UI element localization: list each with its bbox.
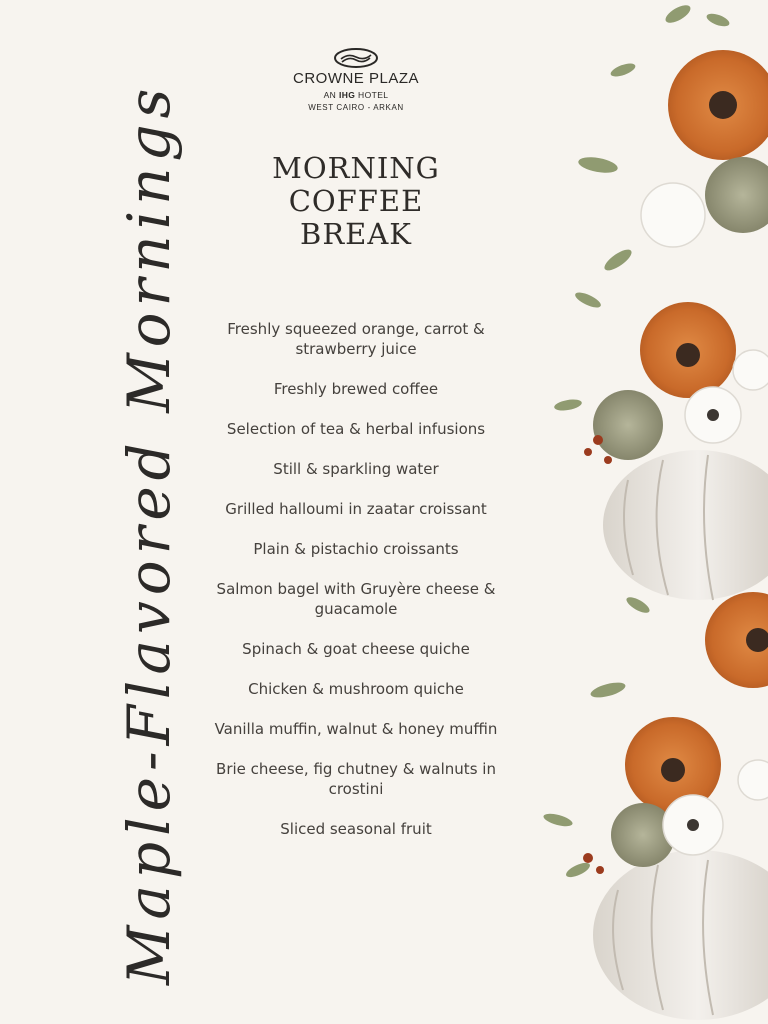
pumpkin-icon [603,450,768,600]
brand-location: WEST CAIRO - ARKAN [308,103,404,112]
berry-icon [583,435,612,874]
menu-item: Spinach & goat cheese quiche [242,640,470,658]
brand-sub-prefix: AN [323,90,337,100]
menu-item: Brie cheese, fig chutney & walnuts in crostini [216,760,496,798]
menu-item: Plain & pistachio croissants [253,540,459,558]
menu-item: Vanilla muffin, walnut & honey muffin [214,720,498,738]
menu-list [206,319,506,859]
pumpkin-icon [593,850,768,1020]
menu-item: Sliced seasonal fruit [280,820,432,838]
hotel-logo [256,48,456,112]
brand-sub-ihg: IHG [338,90,356,100]
menu-item: Salmon bagel with Gruyère cheese & guacamole [216,580,496,618]
title-line-3: BREAK [300,217,412,251]
title-line-2: COFFEE [288,184,424,218]
brand-subtitle [256,90,456,100]
menu-item: Selection of tea & herbal infusions [226,420,486,438]
page-title [206,152,506,251]
brand-name: CROWNE PLAZA [292,70,419,87]
floral-pumpkin-illustration [528,0,768,1024]
menu-item: Still & sparkling water [273,460,439,478]
menu-item: Freshly squeezed orange, carrot & strawberry juice [227,320,485,358]
menu-item: Grilled halloumi in zaatar croissant [225,500,487,518]
side-script-title: Maple-Flavored Mornings [115,82,183,985]
menu-item: Freshly brewed coffee [273,380,439,398]
brand-sub-suffix: HOTEL [358,90,389,100]
menu-item: Chicken & mushroom quiche [248,680,464,698]
title-line-1: MORNING [272,151,440,185]
crowne-plaza-crown-icon [334,48,378,68]
